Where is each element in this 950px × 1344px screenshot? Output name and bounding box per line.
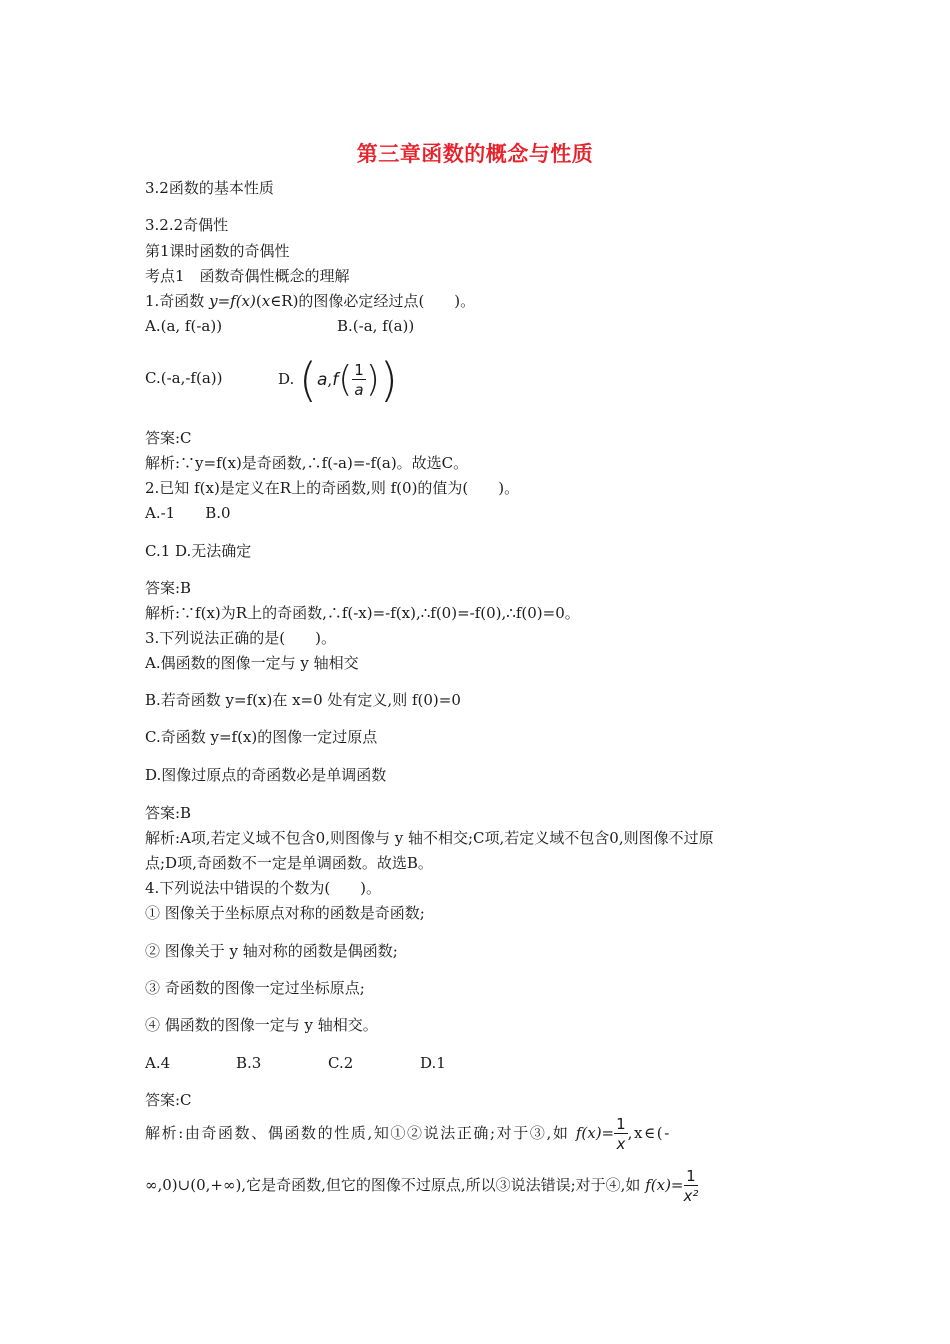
q4-statement-4: ④ 偶函数的图像一定与 y 轴相交。: [145, 1016, 378, 1034]
q1-option-a: A.(a, f(-a)): [145, 317, 223, 335]
q3-answer: 答案:B: [145, 804, 192, 822]
fraction-one-over-a: $\frac{1}{a}$: [354, 360, 364, 399]
q1-analysis: 解析:∵y=f(x)是奇函数,∴f(-a)=-f(a)。故选C。: [145, 454, 469, 472]
topic-heading: 考点1 函数奇偶性概念的理解: [145, 267, 350, 285]
q1-option-b: B.(-a, f(a)): [337, 317, 415, 335]
q4-analysis-line2: ∞,0)∪(0,+∞),它是奇函数,但它的图像不过原点,所以③说法错误;对于④,如 f(x)= $\frac{1}{\text{x²}}$: [145, 1166, 699, 1205]
q3-option-d: D.图像过原点的奇函数必是单调函数: [145, 766, 387, 784]
q4-analysis-line1: 解析:由奇函数、偶函数的性质,知①②说法正确;对于③,如 f(x)= $\frac{1}{x}$ ,x∈(-: [145, 1114, 671, 1153]
q1-option-c: C.(-a,-f(a)): [145, 369, 223, 387]
q3-option-c: C.奇函数 y=f(x)的图像一定过原点: [145, 728, 378, 746]
q4-statement-1: ① 图像关于坐标原点对称的函数是奇函数;: [145, 904, 425, 922]
fraction-one-over-x-squared: $\frac{1}{\text{x²}}$: [683, 1166, 699, 1205]
fraction-one-over-x: $\frac{1}{x}$: [616, 1114, 626, 1153]
q2-options-cd: C.1 D.无法确定: [145, 542, 252, 560]
q4-statement-3: ③ 奇函数的图像一定过坐标原点;: [145, 979, 365, 997]
q4-answer: 答案:C: [145, 1091, 192, 1109]
q3-option-a: A.偶函数的图像一定与 y 轴相交: [145, 654, 359, 672]
q1-answer: 答案:C: [145, 429, 192, 447]
q4-option-b: B.3: [236, 1054, 262, 1072]
q4-stem: 4.下列说法中错误的个数为( )。: [145, 879, 382, 897]
page-title: 第三章函数的概念与性质: [356, 141, 594, 166]
q4-statement-2: ② 图像关于 y 轴对称的函数是偶函数;: [145, 942, 398, 960]
q2-stem: 2.已知 f(x)是定义在R上的奇函数,则 f(0)的值为( )。: [145, 479, 520, 497]
q1-option-d: D. (a,f( $\frac{1}{a}$ )): [278, 353, 398, 407]
section-heading: 3.2函数的基本性质: [145, 179, 274, 197]
subsection-heading: 3.2.2奇偶性: [145, 216, 229, 234]
q4-option-a: A.4: [145, 1054, 171, 1072]
q2-answer: 答案:B: [145, 579, 192, 597]
q3-stem: 3.下列说法正确的是( )。: [145, 629, 337, 647]
q3-analysis-line2: 点;D项,奇函数不一定是单调函数。故选B。: [145, 854, 433, 872]
q4-option-d: D.1: [420, 1054, 446, 1072]
q2-analysis: 解析:∵f(x)为R上的奇函数,∴f(-x)=-f(x),∴f(0)=-f(0),∴f(0)=0。: [145, 604, 580, 622]
q4-option-c: C.2: [328, 1054, 354, 1072]
q1-stem: 1.奇函数 y=f(x)(x∈R)的图像必定经过点( )。: [145, 292, 476, 310]
q3-analysis-line1: 解析:A项,若定义域不包含0,则图像与 y 轴不相交;C项,若定义域不包含0,则图像不过原: [145, 829, 714, 847]
q3-option-b: B.若奇函数 y=f(x)在 x=0 处有定义,则 f(0)=0: [145, 691, 461, 709]
q2-options-ab: A.-1 B.0: [145, 504, 231, 522]
lesson-heading: 第1课时函数的奇偶性: [145, 242, 290, 260]
